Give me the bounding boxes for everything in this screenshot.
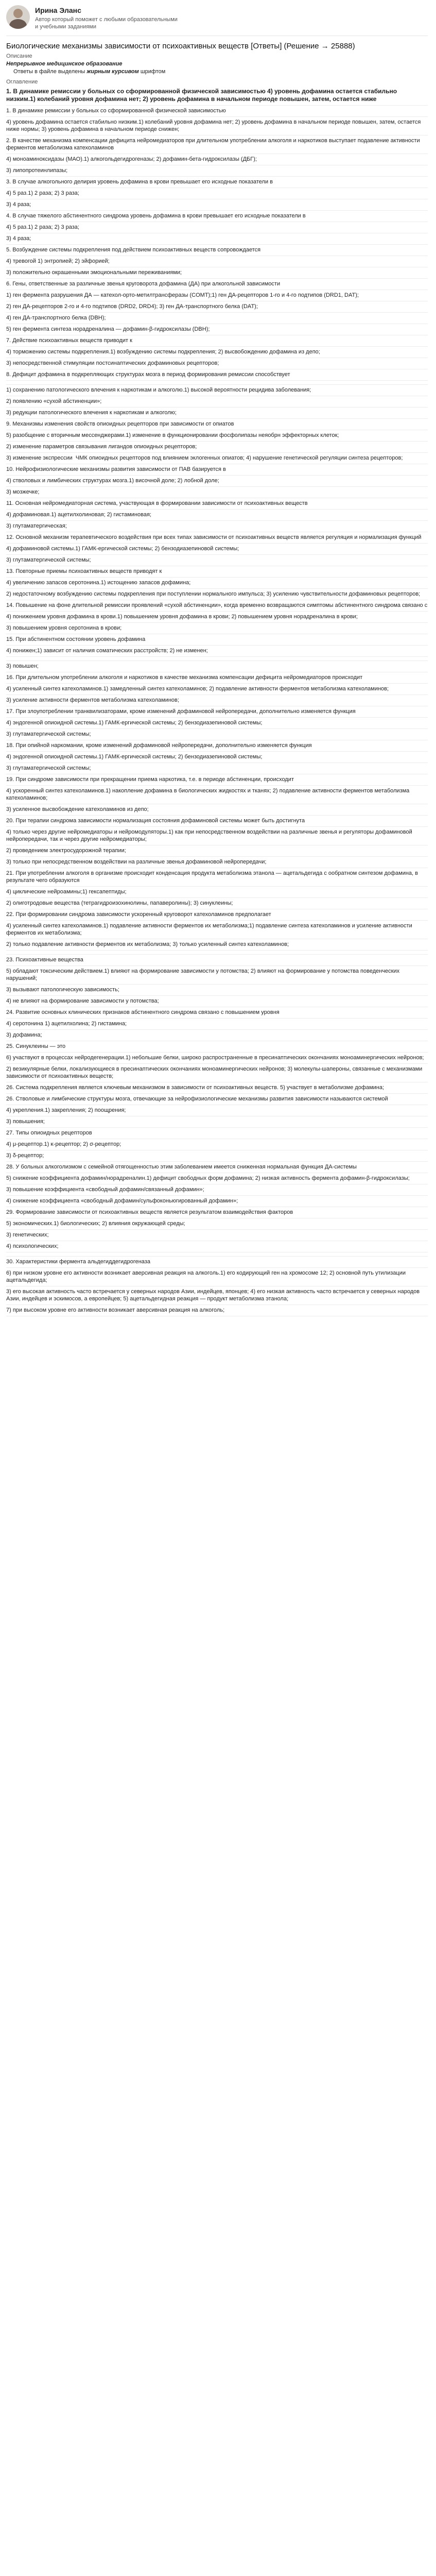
question-text: 18. При опийной наркомании, кроме изменений дофаминовой нейропередачи, дополнительно изменяется функция: [6, 742, 312, 749]
question-text: 3) непосредственной стимуляции постсинаптических дофаминовых рецепторов;: [6, 360, 219, 366]
question-text: 4) понижен;1) зависит от наличия соматических расстройств; 2) не изменен;: [6, 648, 208, 654]
question-item: [6, 256, 428, 267]
question-text: 3) повышен;: [6, 663, 39, 669]
question-item: [6, 729, 428, 740]
question-item: [6, 718, 428, 729]
question-item: [6, 453, 428, 464]
question-item: [6, 279, 428, 290]
question-text: 3) усиление активности ферментов метаболизма катехоламинов;: [6, 697, 179, 703]
question-text: 26. Система подкрепления является ключевым механизмом в зависимости от психоактивных веществ. 5) участвует в метаболизме дофамина;: [6, 1084, 385, 1091]
question-item: [6, 1305, 428, 1316]
answers-note-suffix: шрифтом: [138, 69, 166, 75]
author-info: [35, 5, 179, 30]
question-text: 3) дофамина;: [6, 1032, 42, 1038]
question-item: [6, 921, 428, 939]
question-text: 4) эндогенной опиоидной системы.1) ГАМК-ергической системы; 2) бензодиазепиновой системы;: [6, 720, 263, 726]
question-item: [6, 1064, 428, 1082]
question-item: [6, 487, 428, 498]
question-text: 19. При синдроме зависимости при прекращении приема наркотика, т.е. в периоде абстиненции, происходит: [6, 776, 294, 783]
author-avatar[interactable]: [6, 5, 30, 29]
question-text: 9. Механизмы изменения свойств опиоидных рецепторов при зависимости от опиатов: [6, 421, 234, 427]
question-item: [6, 634, 428, 646]
question-text: 5) снижение коэффициента дофамин/норадреналин.1) дефицит свободных форм дофамина; 2) низкая активность фермента дофамин-β-гидроксилазы;: [6, 1175, 410, 1181]
question-item: [6, 589, 428, 600]
question-text: 7. Действие психоактивных веществ приводит к: [6, 337, 132, 344]
question-text: 23. Психоактивные вещества: [6, 957, 83, 963]
question-text: 4) ускоренный синтез катехоламинов.1) накопление дофамина в биологических жидкостях и тканях; 2) подавление активности ферментов метаболизма катехоламинов;: [6, 788, 411, 801]
question-text: 5) разобщение с вторичным мессенджерами.1) изменение в функционировании фосфолипазы неяобрн эффекторных клеток;: [6, 432, 339, 438]
question-item: [6, 646, 428, 657]
question-text: 4) усиленный синтез катехоламинов.1) подавление активности ферментов их метаболизма;1) подавление синтеза катехоламинов и усиление активности ферментов их метаболизма;: [6, 923, 414, 936]
question-text: 4) ген ДА-транспортного белка (DBH);: [6, 315, 106, 321]
question-text: 4) дофаминовой системы.1) ГАМК-ергической системы; 2) бензодиазепиновой системы;: [6, 546, 239, 552]
question-item: [6, 245, 428, 256]
question-item: [6, 1094, 428, 1105]
question-text: 4) циклические нейроамины;1) гексапептиды;: [6, 889, 127, 895]
question-text: 3) δ-рецептор;: [6, 1153, 44, 1159]
question-text: 4) дофаминовая.1) ацетилхолиновая; 2) гистаминовая;: [6, 512, 151, 518]
question-text: 2) только подавление активности ферментов их метаболизма; 3) только усиленный синтез катехоламинов;: [6, 941, 289, 947]
answers-note-emphasis: жирным курсивом: [86, 69, 139, 75]
question-item: [6, 804, 428, 816]
question-text: 11. Основная нейромедиаторная система, участвующая в формировании зависимости от психоактивных веществ: [6, 500, 308, 506]
question-text: 26. Стволовые и лимбические структуры мозга, отвечающие за нейрофизиологические механизмы развития зависимости называются системой: [6, 1096, 388, 1102]
question-text: 12. Основной механизм терапевтического воздействия при всех типах зависимости от психоактивных веществ является регуляция и нормализация функций: [6, 534, 422, 540]
question-item: [6, 887, 428, 898]
question-text: 3) только при непосредственном воздействии на различные звенья дофаминовой нейропередачи;: [6, 859, 267, 865]
question-item: [6, 684, 428, 695]
question-item: [6, 951, 428, 955]
question-item: [6, 211, 428, 222]
question-item: [6, 1019, 428, 1030]
question-text: 3) глутаматергической системы;: [6, 731, 91, 737]
question-text: 4) μ-рецептор.1) κ-рецептор; 2) σ-рецептор;: [6, 1141, 121, 1147]
question-item: [6, 165, 428, 177]
author-name[interactable]: Ирина Эланс: [35, 6, 81, 14]
question-item: [6, 845, 428, 857]
question-item: [6, 1116, 428, 1128]
question-text: 3) усиленное высвобождение катехоламинов из депо;: [6, 806, 149, 812]
question-text: 4) снижение коэффициента «свободный дофамин/сульфоконьюгированный дофамин»;: [6, 1198, 238, 1204]
question-item: [6, 1128, 428, 1139]
question-text: 3) глутаматергической системы;: [6, 765, 91, 771]
question-item: [6, 996, 428, 1007]
question-text: 25. Синуклеины — это: [6, 1043, 66, 1049]
question-item: [6, 313, 428, 324]
question-item: [6, 1105, 428, 1116]
author-tagline: Автор который поможет с любыми образовательными и учебными заданиями: [35, 16, 178, 30]
question-text: 1) ген фермента разрушения ДА — катехол-орто-метилтрансферазы (COMT);1) ген ДА-рецепторов 1-го и 4-го подтипов (DRD1, DAT);: [6, 292, 359, 298]
question-text: 3) липопротеинлипазы;: [6, 167, 68, 174]
question-item: [6, 86, 428, 106]
question-item: [6, 827, 428, 845]
question-text: 15. При абстинентном состоянии уровень дофамина: [6, 636, 146, 642]
question-text: 22. При формировании синдрома зависимости ускоренный круговорот катехоламинов предполагает: [6, 911, 271, 918]
questions-list: [6, 86, 428, 1316]
question-item: [6, 347, 428, 358]
question-text: 7) при высоком уровне его активности возникает аверсивная реакция на алкоголь;: [6, 1307, 225, 1313]
question-text: 4) уровень дофамина остается стабильно низким.1) колебаний уровня дофамина нет; 2) уровень дофамина в начальном периоде повышен, затем, остается ниже нормы; 3) уровень дофамина в начальном периоде снижен;: [6, 119, 423, 132]
question-text: 3) мозжечке;: [6, 489, 40, 495]
question-text: 24. Развитие основных клинических признаков абстинентного синдрома связано с повышением уровня: [6, 1009, 280, 1015]
avatar-head-shape: [13, 9, 23, 18]
question-text: 17. При злоупотреблении транквилизаторами, кроме изменений дофаминовой нейропередачи, дополнительно изменяется функция: [6, 708, 356, 715]
avatar-shoulders-shape: [9, 19, 27, 29]
question-item: [6, 752, 428, 763]
question-text: 2) изменение параметров связывания лигандов опиоидных рецепторов;: [6, 444, 197, 450]
question-text: 4) 5 раз.1) 2 раза; 2) 3 раза;: [6, 190, 79, 196]
question-item: [6, 117, 428, 135]
question-text: 1. В динамике ремиссии у больных со сформированной физической зависимостью 4) уровень дофамина остается стабильно низким.1) колебаний уровня дофамина нет; 2) уровень дофамина в начальном периоде повышен, затем, остается ниже: [6, 88, 399, 103]
question-text: 3) глутаматергическая;: [6, 523, 67, 529]
question-item: [6, 555, 428, 566]
question-item: [6, 476, 428, 487]
question-item: [6, 740, 428, 752]
question-text: 6) участвуют в процессах нейродегенерации.1) небольшие белки, широко распространенные в пресинаптических окончаниях моноаминергических нейронов;: [6, 1055, 424, 1061]
question-item: [6, 1286, 428, 1305]
question-item: [6, 774, 428, 786]
question-text: 4) тревогой 1) энтропией; 2) эйфорией;: [6, 258, 110, 264]
question-item: [6, 1082, 428, 1094]
question-text: 2) проведением электросудорожной терапии;: [6, 848, 126, 854]
question-item: [6, 939, 428, 951]
question-text: 4) укрепления.1) закрепления; 2) поощрения;: [6, 1107, 126, 1113]
question-item: [6, 233, 428, 245]
question-text: 20. При терапии синдрома зависимости нормализация состояния дофаминовой системы может быть достигнута: [6, 818, 305, 824]
question-text: 4) увеличению запасов серотонина.1) истощению запасов дофамина;: [6, 580, 191, 586]
question-item: [6, 1207, 428, 1218]
question-text: 4) серотонина 1) ацетилхолина; 2) гистамина;: [6, 1021, 127, 1027]
question-text: 4) 5 раз.1) 2 раза; 2) 3 раза;: [6, 224, 79, 230]
question-item: [6, 898, 428, 909]
question-item: [6, 1053, 428, 1064]
question-item: [6, 612, 428, 623]
question-text: 2. В качестве механизма компенсации дефицита нейромедиаторов при длительном употреблении алкоголя и наркотиков выступает подавление активности ферментов метаболизма катехоламинов: [6, 138, 422, 151]
question-item: [6, 369, 428, 381]
question-item: [6, 430, 428, 442]
question-text: 4. В случае тяжелого абстинентного синдрома уровень дофамина в крови превышает его исходные показатели в: [6, 213, 306, 219]
question-text: 21. При употреблении алкоголя в организме происходит конденсация продукта метаболизма этанола — ацетальдегида с ообратном синтезом дофамина, в результате чего образуются: [6, 870, 420, 884]
question-text: 6. Гены, ответственные за различные звенья круговорота дофамина (ДА) при алкогольной зависимости: [6, 281, 281, 287]
question-text: 4) не влияют на формирование зависимости у потомства;: [6, 998, 159, 1004]
question-item: [6, 816, 428, 827]
question-text: 8. Дефицит дофамина в подкрепляющих структурах мозга в период формирования ремиссии способствует: [6, 371, 290, 378]
question-text: 3) глутаматергической системы;: [6, 557, 91, 563]
category-label: Непрерывное медицинское образование: [6, 61, 123, 67]
question-item: [6, 1139, 428, 1150]
toc-label: Оглавление: [6, 79, 38, 85]
question-item: [6, 1196, 428, 1207]
question-text: 3) 4 раза;: [6, 235, 31, 242]
question-text: 1) сохранению патологического влечения к наркотикам и алкоголю.1) высокой вероятности рецидива заболевания;: [6, 387, 311, 393]
question-item: [6, 442, 428, 453]
page-title: Биологические механизмы зависимости от психоактивных веществ [Ответы] (Решение → 25888): [6, 42, 355, 50]
question-text: 4) психологических;: [6, 1243, 59, 1249]
question-text: 4) понижением уровня дофамина в крови.1) повышением уровня дофамина в крови; 2) повышением уровня норадреналина в крови;: [6, 614, 358, 620]
question-item: [6, 1007, 428, 1019]
question-item: [6, 600, 428, 612]
question-item: [6, 419, 428, 430]
question-text: 4) торможению системы подкрепления.1) возбуждению системы подкрепления; 2) высвобождению дофамина из депо;: [6, 349, 320, 355]
question-item: [6, 706, 428, 718]
question-item: [6, 199, 428, 211]
question-text: 2) ген ДА-рецепторов 2-го и 4-го подтипов (DRD2, DRD4); 3) ген ДА-транспортного белка (DAT);: [6, 303, 258, 310]
question-item: [6, 290, 428, 301]
question-text: 2) олиготродовые вещества (тетрагидроизохинолины, папаверолины); 3) синуклеины;: [6, 900, 233, 906]
question-item: [6, 498, 428, 510]
question-item: [6, 1218, 428, 1230]
question-item: [6, 657, 428, 661]
question-item: [6, 106, 428, 117]
question-item: [6, 464, 428, 476]
question-text: 3) повышения;: [6, 1118, 45, 1125]
question-item: [6, 966, 428, 985]
question-text: 2) появлению «сухой абстиненции»;: [6, 398, 102, 404]
question-text: 3) изменение экспрессии ЧМК опиоидных рецепторов под влиянием эклогенных опиатов; 4) нарушение генетической регуляции синтеза рецепторов;: [6, 455, 403, 461]
question-item: [6, 358, 428, 369]
question-item: [6, 408, 428, 419]
question-text: 3. В случае алкогольного делирия уровень дофамина в крови превышает его исходные показатели в: [6, 179, 273, 185]
question-item: [6, 695, 428, 706]
question-item: [6, 763, 428, 774]
question-text: 27. Типы опиоидных рецепторов: [6, 1130, 92, 1136]
question-item: [6, 544, 428, 555]
question-text: 3) вызывают патологическую зависимость;: [6, 987, 119, 993]
question-item: [6, 985, 428, 996]
question-item: [6, 909, 428, 921]
question-item: [6, 154, 428, 165]
question-text: 5. Возбуждение системы подкрепления под действием психоактивных веществ сопровождается: [6, 247, 261, 253]
question-text: 30. Характеристики фермента альдегиддегидрогеназа: [6, 1259, 150, 1265]
question-item: [6, 786, 428, 804]
question-text: 3) положительно окрашенными эмоциональными переживаниями;: [6, 269, 182, 276]
answers-note-prefix: Ответы в файле выделены: [13, 69, 87, 75]
question-text: 28. У больных алкоголизмом с семейной отягощенностью этим заболеванием имеется сниженная нормальная функция ДА-системы: [6, 1164, 357, 1170]
question-item: [6, 188, 428, 199]
question-item: [6, 578, 428, 589]
question-text: 4) эндогенной опиоидной системы.1) ГАМК-ергической системы; 2) бензодиазепиновой системы;: [6, 754, 263, 760]
question-item: [6, 1241, 428, 1252]
question-text: 4) моноаминоксидазы (МАО).1) алкогольдегидрогеназы; 2) дофамин-бета-гидроксилазы (ДБГ);: [6, 156, 257, 162]
question-item: [6, 672, 428, 684]
question-item: [6, 385, 428, 396]
question-text: 2) недостаточному возбуждению системы подкрепления при поступлении нормального импульса; 3) усилению чувствительности дофаминовых рецепторов;: [6, 591, 421, 597]
question-text: 10. Нейрофизиологические механизмы развития зависимости от ПАВ базируется в: [6, 466, 226, 472]
question-item: [6, 1252, 428, 1257]
question-item: [6, 857, 428, 868]
answers-note: [13, 69, 428, 75]
question-text: 3) повышением уровня серотонина в крови;: [6, 625, 122, 631]
question-item: [6, 661, 428, 672]
question-text: 3) генетических;: [6, 1232, 49, 1238]
question-item: [6, 1268, 428, 1286]
question-item: [6, 1150, 428, 1162]
description-label: Описание: [6, 53, 32, 59]
question-item: [6, 335, 428, 347]
question-text: 14. Повышение на фоне длительной ремиссии проявлений «сухой абстиненции», когда временно возвращаются симптомы абстинентного синдрома связано с: [6, 602, 428, 608]
question-item: [6, 566, 428, 578]
question-item: [6, 521, 428, 532]
question-item: [6, 381, 428, 385]
question-item: [6, 1173, 428, 1184]
question-text: 5) экономических.1) биологических; 2) влияния окружающей среды;: [6, 1221, 185, 1227]
question-text: 29. Формирование зависимости от психоактивных веществ является результатом взаимодействия факторов: [6, 1209, 293, 1215]
question-text: 5) ген фермента синтеза норадреналина — дофамин-β-гидроксилазы (DBH);: [6, 326, 210, 332]
question-text: 6) при низком уровне его активности возникает аверсивная реакция на алкоголь.1) его кодирующий ген на хромосоме 12; 2) основной путь утилизации ацетальдегида;: [6, 1270, 408, 1283]
question-text: 2) везикулярные белки, локализующиеся в пресинаптических окончаниях моноаминергических нейронов; 3) молекулы-шапероны, связанные с механизмами зависимости от психоактивных веществ;: [6, 1066, 424, 1079]
question-item: [6, 135, 428, 154]
question-text: 3) редукции патологического влечения к наркотикам и алкоголю;: [6, 410, 177, 416]
question-item: [6, 1162, 428, 1173]
question-item: [6, 267, 428, 279]
question-text: 13. Повторные приемы психоактивных веществ приводят к: [6, 568, 162, 574]
question-item: [6, 301, 428, 313]
question-item: [6, 1257, 428, 1268]
question-text: 4) стволовых и лимбических структурах мозга.1) височной доле; 2) лобной доле;: [6, 478, 219, 484]
question-item: [6, 222, 428, 233]
question-item: [6, 532, 428, 544]
question-item: [6, 623, 428, 634]
question-text: 5) обладают токсическим действием.1) влияют на формирование зависимости у потомства; 2) влияют на формирование у потомства поведенческих нарушений;: [6, 968, 402, 981]
question-item: [6, 1184, 428, 1196]
author-block: [6, 5, 428, 36]
question-item: [6, 396, 428, 408]
question-item: [6, 324, 428, 335]
question-text: 3) 4 раза;: [6, 201, 31, 208]
question-item: [6, 177, 428, 188]
question-item: [6, 955, 428, 966]
question-text: 3) повышение коэффициента «свободный дофамин/связанный дофамин»;: [6, 1187, 204, 1193]
question-text: 1. В динамике ремиссии у больных со сформированной физической зависимостью: [6, 108, 226, 114]
question-text: 16. При длительном употреблении алкоголя и наркотиков в качестве механизма компенсации дефицита нейромедиаторов происходит: [6, 674, 363, 681]
question-item: [6, 1230, 428, 1241]
question-item: [6, 1030, 428, 1041]
question-text: 4) усиленный синтез катехоламинов.1) замедленный синтез катехоламинов; 2) подавление активности ферментов метаболизма катехоламинов;: [6, 686, 389, 692]
question-item: [6, 510, 428, 521]
question-text: 3) его высокая активность часто встречается у северных народов Азии, индейцев, японцев; 4) его низкая активность часто встречается у северных народов Азии, индейцев и эскимосов, а европейцев; 5) ацетальдегидная реакция — продукт метаболизма этанола;: [6, 1289, 422, 1302]
question-item: [6, 1041, 428, 1053]
question-item: [6, 868, 428, 887]
question-text: 4) только через другие нейромедиаторы и нейромодуляторы.1) как при непосредственном воздействии на различные звенья и регуляторы дофаминовой нейропередачи, так и через другие нейромедиаторы;: [6, 829, 414, 842]
